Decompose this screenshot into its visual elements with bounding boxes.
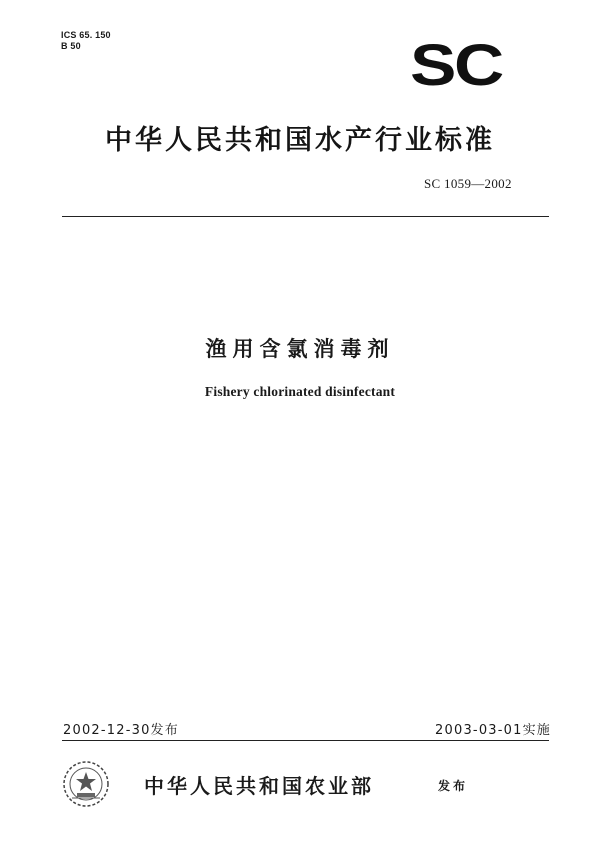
issue-date: 2002-12-30发布 [63, 723, 179, 738]
ccs-code: B 50 [61, 41, 81, 51]
standard-category-title: 中华人民共和国水产行业标准 [105, 125, 495, 156]
sc-logo: SC [410, 33, 502, 98]
issuing-ministry: 中华人民共和国农业部 [144, 774, 374, 798]
document-title-chinese: 渔用含氯消毒剂 [205, 337, 395, 361]
ics-code: ICS 65. 150 [61, 30, 111, 40]
implementation-date: 2003-03-01实施 [435, 723, 551, 738]
publish-label: 发布 [438, 779, 469, 793]
top-divider [62, 216, 549, 217]
standard-number: SC 1059—2002 [424, 176, 512, 191]
national-emblem-icon [62, 760, 110, 808]
document-title-english: Fishery chlorinated disinfectant [204, 384, 396, 399]
bottom-divider [62, 740, 549, 741]
